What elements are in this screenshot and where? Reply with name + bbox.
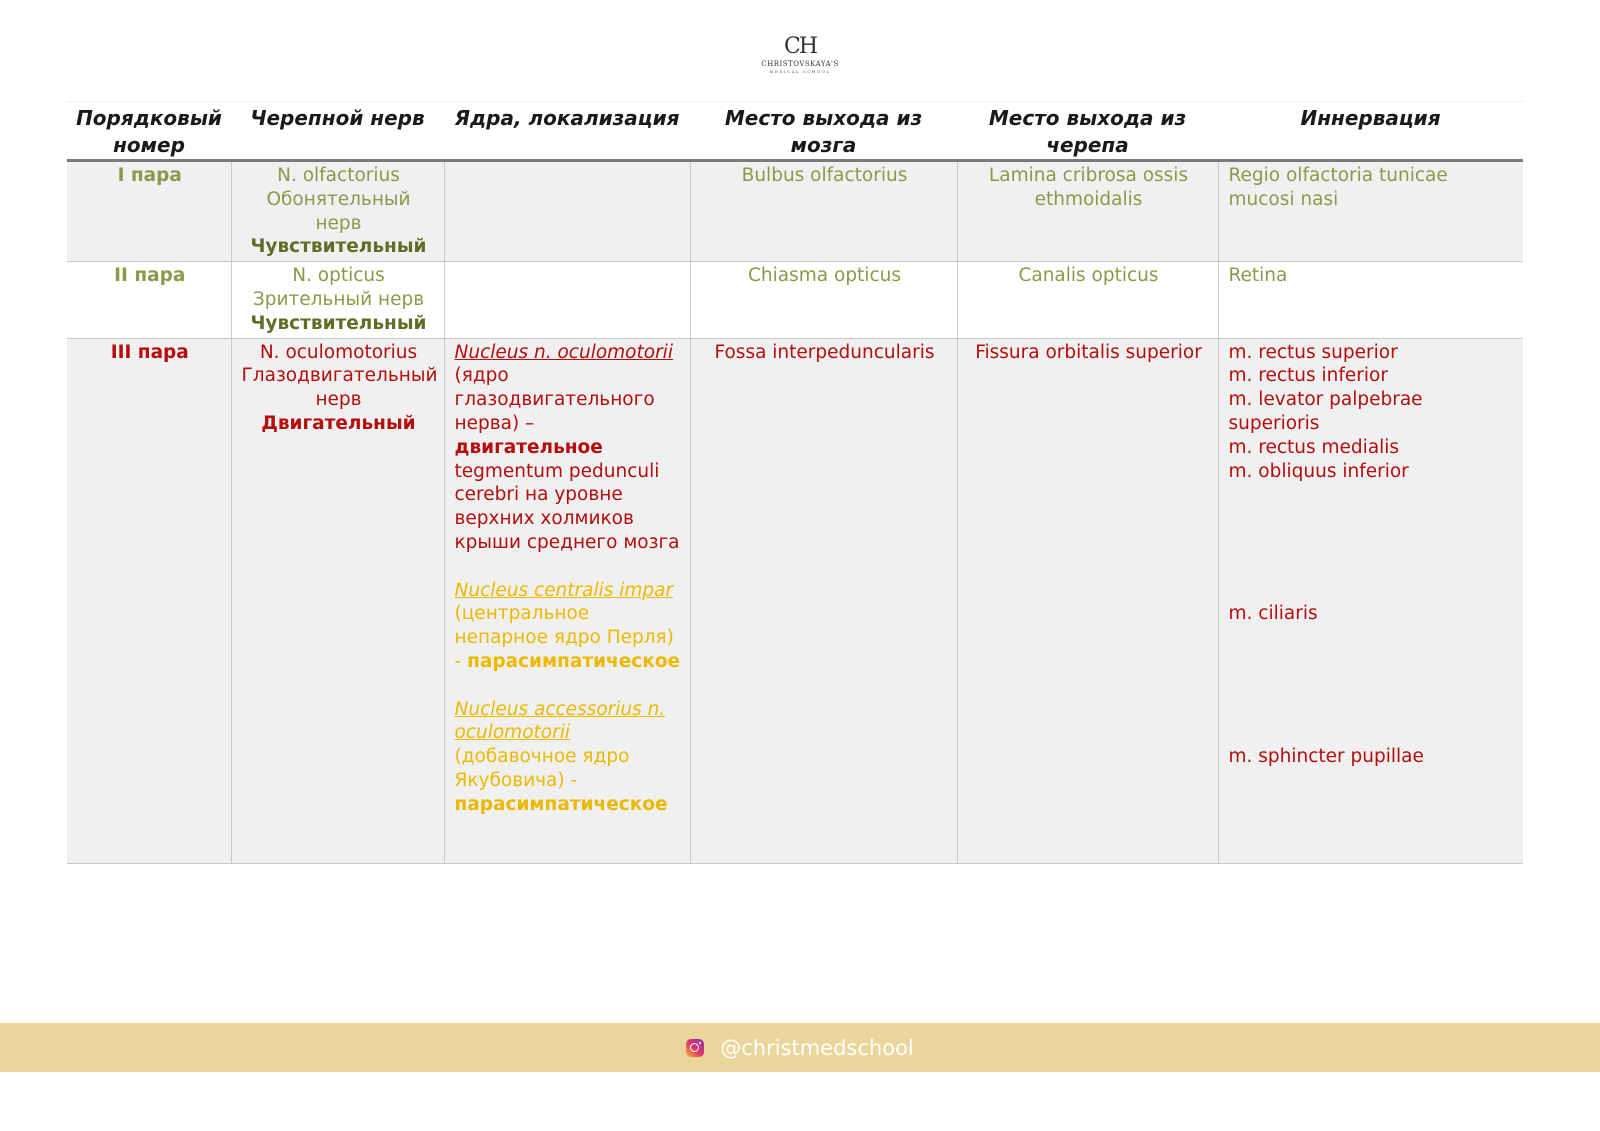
brain-exit: Fossa interpeduncularis: [690, 338, 957, 863]
muscle-item: m. ciliaris: [1228, 603, 1318, 625]
nucleus-type: парасимпатическое: [467, 650, 681, 672]
brain-exit: Bulbus olfactorius: [690, 161, 957, 262]
muscle-item: m. rectus inferior: [1228, 365, 1388, 387]
muscle-item: m. levator palpebrae superioris: [1228, 389, 1423, 434]
nerve-latin: N. opticus: [292, 265, 385, 287]
pair-number: II пара: [67, 262, 231, 338]
header-brain-exit: Место выхода из мозга: [690, 102, 957, 161]
nucleus-location: tegmentum pedunculi cerebri на уровне верхних холмиков крыши среднего мозга: [454, 460, 680, 553]
table-row: [67, 262, 1523, 338]
footer-bar: [0, 1023, 1600, 1072]
header-skull-exit: Место выхода из черепа: [957, 102, 1218, 161]
nerve-cell: [231, 161, 444, 262]
table-row: [67, 338, 1523, 863]
school-logo: [740, 34, 860, 75]
skull-exit: Canalis opticus: [957, 262, 1218, 338]
innervation: Retina: [1218, 262, 1523, 338]
nucleus-perlia: [455, 579, 682, 674]
nerve-cell: [231, 262, 444, 338]
innervation: [1218, 338, 1523, 863]
nuclei-cell: [444, 338, 690, 863]
nerve-latin: N. olfactorius: [277, 165, 400, 186]
nucleus-desc: (добавочное ядро Якубовича) -: [454, 746, 630, 791]
skull-exit: Fissura orbitalis superior: [957, 338, 1218, 863]
muscle-item: m. sphincter pupillae: [1228, 746, 1424, 768]
header-innervation: Иннервация: [1218, 102, 1523, 161]
instagram-icon[interactable]: [686, 1039, 704, 1057]
nucleus-name: Nucleus n. oculomotorii: [454, 341, 673, 363]
pair-number: I пара: [67, 161, 231, 262]
skull-exit: Lamina cribrosa ossis ethmoidalis: [957, 161, 1218, 262]
header-nuclei: Ядра, локализация: [444, 102, 690, 161]
nucleus-type: парасимпатическое: [454, 793, 668, 815]
table-row: [67, 161, 1523, 262]
nerve-type: Чувствительный: [250, 312, 427, 334]
nerve-russian: Зрительный нерв: [252, 288, 425, 310]
pair-number: III пара: [67, 338, 231, 863]
logo-subtitle: MEDICAL SCHOOL: [769, 69, 831, 74]
logo-monogram: CH: [783, 34, 817, 59]
muscle-item: m. rectus superior: [1228, 341, 1398, 363]
nucleus-motor: [455, 341, 682, 555]
cranial-nerves-table: [67, 101, 1523, 864]
logo-name: CHRISTOVSKAYA'S: [761, 60, 839, 68]
brain-exit: Chiasma opticus: [690, 262, 957, 338]
nerve-type: Чувствительный: [250, 236, 427, 258]
nerve-type: Двигательный: [261, 412, 416, 434]
nucleus-type: двигательное: [454, 436, 603, 458]
nerve-russian: Глазодвигательный нерв: [241, 365, 438, 411]
header-number: Порядковый номер: [67, 102, 231, 161]
muscle-item: m. obliquus inferior: [1228, 460, 1409, 482]
nucleus-desc: (ядро глазодвигательного нерва) –: [454, 365, 655, 434]
table-header-row: [67, 102, 1523, 161]
nucleus-name: Nucleus centralis impar: [454, 579, 674, 601]
nucleus-desc: (центральное непарное ядро Перля) -: [454, 603, 674, 672]
nerve-latin: N. oculomotorius: [259, 341, 418, 363]
nuclei-cell: [444, 161, 690, 262]
instagram-handle[interactable]: @christmedschool: [720, 1035, 914, 1060]
nerve-russian: Обонятельный нерв: [266, 188, 411, 234]
header-nerve: Черепной нерв: [231, 102, 444, 161]
muscle-item: m. rectus medialis: [1228, 436, 1400, 458]
nucleus-name: Nucleus accessorius n. oculomotorii: [454, 698, 666, 744]
nuclei-cell: [444, 262, 690, 338]
innervation: Regio olfactoria tunicae mucosi nasi: [1218, 161, 1523, 262]
nucleus-yakubovich: [455, 698, 682, 817]
nerve-cell: [231, 338, 444, 863]
